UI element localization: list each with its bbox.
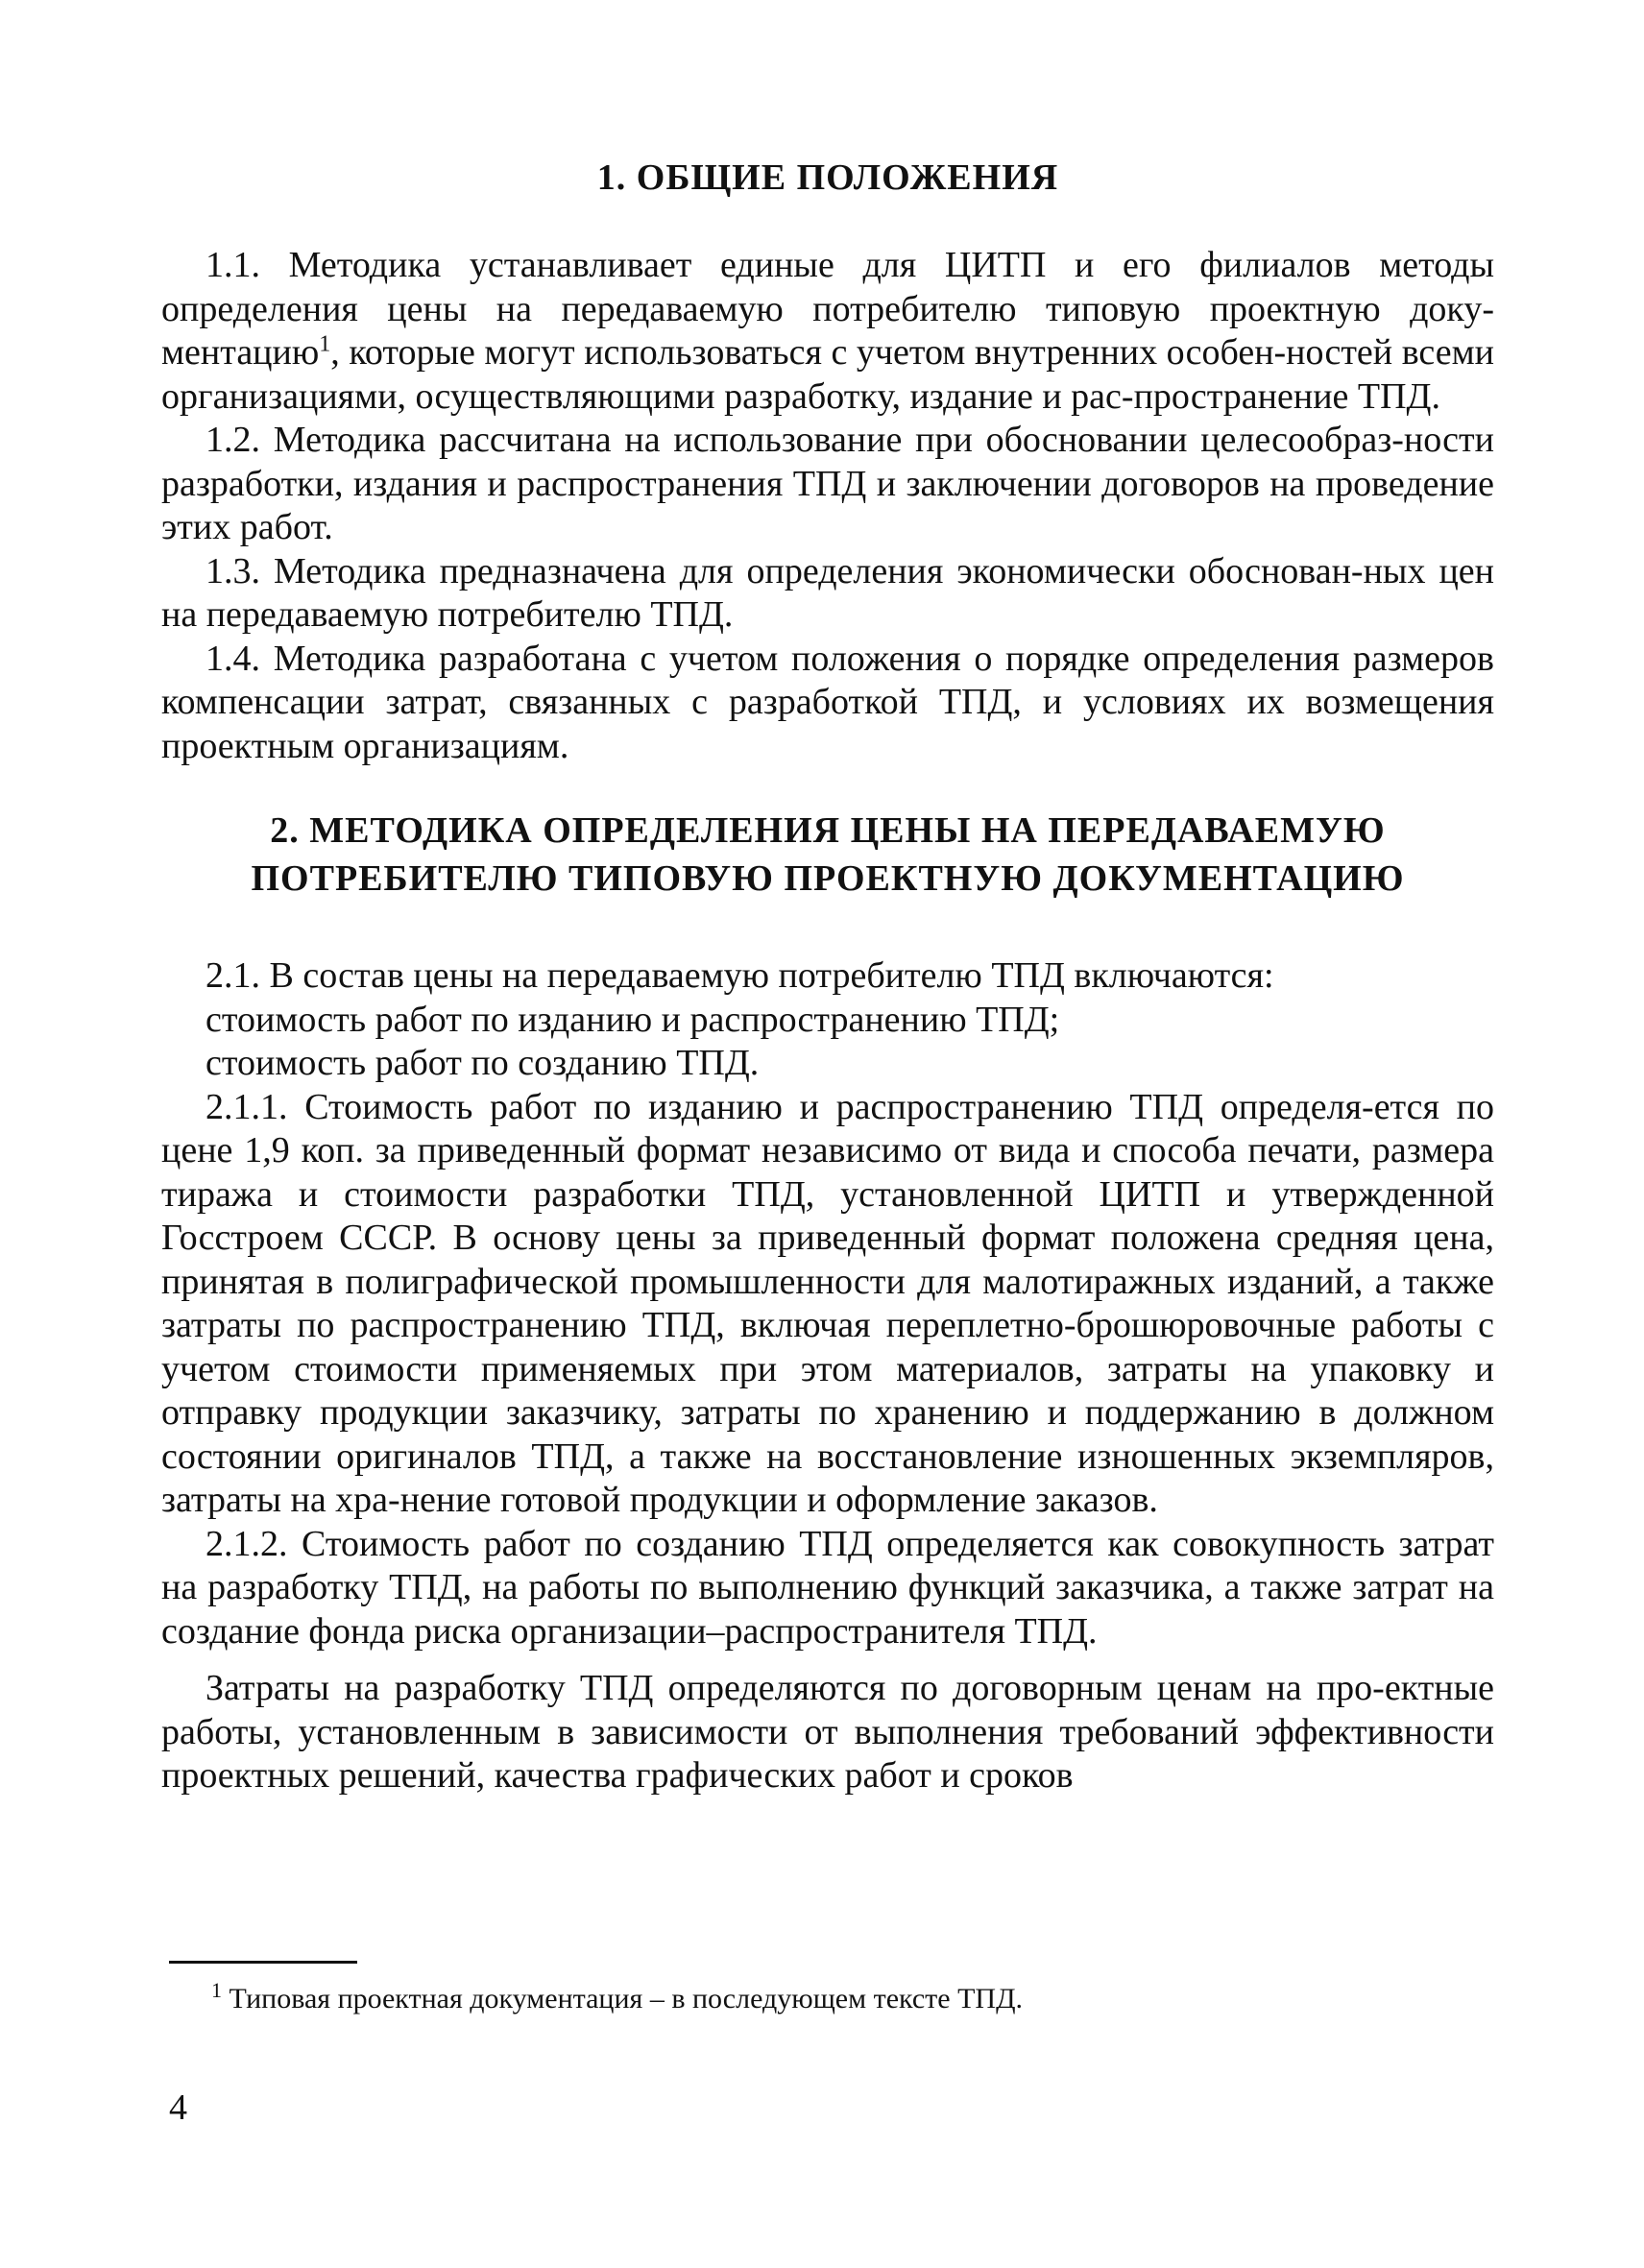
- footnote-divider: [169, 1961, 357, 1964]
- footnote-reference: 1: [319, 331, 331, 357]
- section-1-heading: 1. ОБЩИЕ ПОЛОЖЕНИЯ: [596, 157, 1059, 198]
- footnote: [211, 1980, 1460, 2018]
- paragraph-1-1: [161, 244, 1494, 419]
- paragraph-2-1-1: 2.1.1. Стоимость работ по изданию и распространению ТПД определя-ется по цене 1,9 коп. за приведенный формат независимо от вида и способа печати, размера тиража и стоимости разработки ТПД, установленной ЦИТП и утвержденной Госстроем СССР. В основу цены за приведенный формат положена средняя цена, принятая в полиграфической промышленности для малотиражных изданий, а также затраты по распространению ТПД, включая переплетно-брошюровочные работы с учетом стоимости применяемых при этом материалов, затраты на упаковку и отправку продукции заказчику, затраты по хранению и поддержанию в должном состоянии оригиналов ТПД, а также на восстановление изношенных экземпляров, затраты на хра-нение готовой продукции и оформление заказов.: [161, 1086, 1494, 1520]
- text-column: [161, 154, 1494, 1798]
- paragraph-1-2: 1.2. Методика рассчитана на использование при обосновании целесообраз-ности разработки, издания и распространения ТПД и заключении договоров на проведение этих работ.: [161, 420, 1494, 547]
- paragraph-1-4: 1.4. Методика разработана с учетом положения о порядке определения размеров компенсации затрат, связанных с разработкой ТПД, и условиях их возмещения проектным организациям.: [161, 638, 1494, 766]
- footnote-text: Типовая проектная документация – в последующем тексте ТПД.: [229, 1983, 1024, 2015]
- paragraph-1-3: 1.3. Методика предназначена для определения экономически обоснован-ных цен на передаваемую потребителю ТПД.: [161, 550, 1494, 635]
- section-2-heading-line-2: ПОТРЕБИТЕЛЮ ТИПОВУЮ ПРОЕКТНУЮ ДОКУМЕНТАЦИЮ: [251, 858, 1405, 899]
- paragraph-development-costs: Затраты на разработку ТПД определяются по договорным ценам на про-ектные работы, установленным в зависимости от выполнения требований эффективности проектных решений, качества графических работ и сроков: [161, 1668, 1494, 1796]
- paragraph-2-1-item-1: стоимость работ по изданию и распространению ТПД;: [206, 999, 1060, 1040]
- page-number: 4: [169, 2087, 187, 2128]
- paragraph-2-1: 2.1. В состав цены на передаваемую потребителю ТПД включаются:: [206, 955, 1274, 996]
- footnote-marker: 1: [211, 1978, 222, 2002]
- section-2-heading-line-1: 2. МЕТОДИКА ОПРЕДЕЛЕНИЯ ЦЕНЫ НА ПЕРЕДАВАЕМУЮ: [270, 810, 1386, 851]
- section-2-heading: [161, 807, 1494, 903]
- paragraph-2-1-2: 2.1.2. Стоимость работ по созданию ТПД определяется как совокупность затрат на разработку ТПД, на работы по выполнению функций заказчика, а также затрат на создание фонда риска организации–распространителя ТПД.: [161, 1523, 1494, 1652]
- paragraph-1-1-text-a: 1.1. Методика устанавливает единые для ЦИТП и его филиалов методы определения цены на передаваемую потребителю типовую проектную доку-ментацию: [161, 245, 1494, 373]
- paragraph-1-1-text-b: , которые могут использоваться с учетом внутренних особен-ностей всеми организациями, осуществляющими разработку, издание и рас-пространение ТПД.: [161, 332, 1494, 417]
- paragraph-2-1-item-2: стоимость работ по созданию ТПД.: [206, 1043, 760, 1083]
